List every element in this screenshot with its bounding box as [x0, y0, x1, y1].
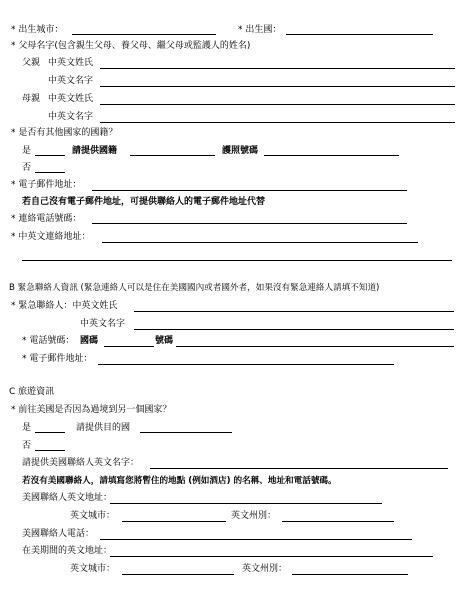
transit-question: * 前往美國是否因為過境到另一個國家？	[11, 405, 172, 415]
birth-country-label: * 出生國：	[238, 25, 282, 35]
mother-surname-field[interactable]	[100, 104, 455, 105]
mother-given-label: 中英文名字	[48, 112, 94, 122]
address-field[interactable]	[102, 242, 418, 243]
father-surname-field[interactable]	[100, 68, 455, 69]
passport-number-field[interactable]	[264, 155, 399, 156]
us-contact-address-field[interactable]	[110, 503, 382, 504]
father-label: 父親	[22, 58, 41, 68]
address-field-line2[interactable]	[22, 260, 452, 261]
us-contact-phone-field[interactable]	[100, 539, 412, 540]
nationality-no-label: 否	[22, 163, 32, 173]
passport-number-label: 護照號碼	[222, 146, 259, 156]
emergency-surname-label: * 緊急聯絡人：中英文姓氏	[11, 301, 118, 311]
destination-field[interactable]	[140, 432, 232, 433]
birth-country-field[interactable]	[286, 34, 433, 35]
father-given-label: 中英文名字	[48, 76, 94, 86]
father-surname-label: 中英文姓氏	[48, 58, 94, 68]
transit-yes-label: 是	[22, 423, 32, 433]
father-given-field[interactable]	[100, 86, 455, 87]
phone-label: * 連絡電話號碼：	[11, 214, 82, 224]
stay-city-field[interactable]	[122, 574, 234, 575]
contact-city-field[interactable]	[122, 521, 226, 522]
emergency-email-field[interactable]	[98, 364, 394, 365]
stay-address-label: 在美期間的英文地址：	[22, 546, 113, 556]
nationality-no-field[interactable]	[35, 172, 65, 173]
address-label: * 中英文連絡地址：	[11, 232, 91, 242]
us-contact-address-label: 美國聯絡人英文地址：	[22, 493, 113, 503]
provide-nationality-label: 請提供國籍	[72, 146, 118, 156]
mother-label: 母親	[22, 94, 41, 104]
phone-number-label: 號碼	[155, 336, 174, 346]
us-contact-name-label: 請提供美國聯絡人英文名字：	[22, 458, 140, 468]
emergency-section-heading: B 緊急聯絡人資訊 (緊急連絡人可以是住在美國國內或者國外者，如果沒有緊急連絡人請填不知道)	[9, 283, 380, 293]
destination-label: 請提供目的國	[76, 423, 131, 433]
phone-field[interactable]	[92, 223, 407, 224]
emergency-phone-field[interactable]	[176, 346, 454, 347]
nationality-field[interactable]	[130, 155, 215, 156]
nationality-yes-label: 是	[22, 146, 32, 156]
transit-yes-field[interactable]	[35, 432, 65, 433]
mother-given-field[interactable]	[100, 122, 455, 123]
contact-state-field[interactable]	[282, 521, 394, 522]
nationality-yes-field[interactable]	[35, 155, 65, 156]
area-code-field[interactable]	[104, 346, 154, 347]
stay-state-field[interactable]	[292, 574, 408, 575]
area-code-label: 國碼	[80, 336, 99, 346]
travel-section-heading: C 旅遊資訊	[9, 387, 55, 397]
emergency-email-label: * 電子郵件地址：	[22, 354, 93, 364]
emergency-given-field[interactable]	[134, 329, 454, 330]
stay-city-label: 英文城市：	[70, 564, 116, 574]
stay-address-field[interactable]	[110, 556, 433, 557]
email-note: 若自己沒有電子郵件地址，可提供聯絡人的電子郵件地址代替	[22, 197, 266, 207]
emergency-phone-label: * 電話號碼：	[22, 336, 75, 346]
birth-city-label: * 出生城市：	[11, 25, 64, 35]
stay-state-label: 英文州別：	[242, 564, 288, 574]
emergency-surname-field[interactable]	[134, 311, 454, 312]
contact-city-label: 英文城市：	[70, 511, 116, 521]
emergency-given-label: 中英文名字	[80, 319, 126, 329]
transit-no-label: 否	[22, 441, 32, 451]
us-contact-phone-label: 美國聯絡人電話：	[22, 529, 95, 539]
no-contact-note: 若沒有美國聯絡人，請填寫您將暫住的地點 (例如酒店) 的名稱、地址和電話號碼。	[22, 476, 337, 486]
transit-no-field[interactable]	[35, 450, 65, 451]
parents-heading: * 父母名字(包含親生父母、養父母、繼父母或監護人的姓名)	[11, 41, 251, 51]
mother-surname-label: 中英文姓氏	[48, 94, 94, 104]
contact-state-label: 英文州別：	[231, 511, 277, 521]
email-label: * 電子郵件地址：	[11, 180, 82, 190]
other-nationality-question: * 是否有其他國家的國籍？	[11, 128, 118, 138]
us-contact-name-field[interactable]	[150, 468, 448, 469]
birth-city-field[interactable]	[72, 34, 216, 35]
email-field[interactable]	[92, 190, 407, 191]
